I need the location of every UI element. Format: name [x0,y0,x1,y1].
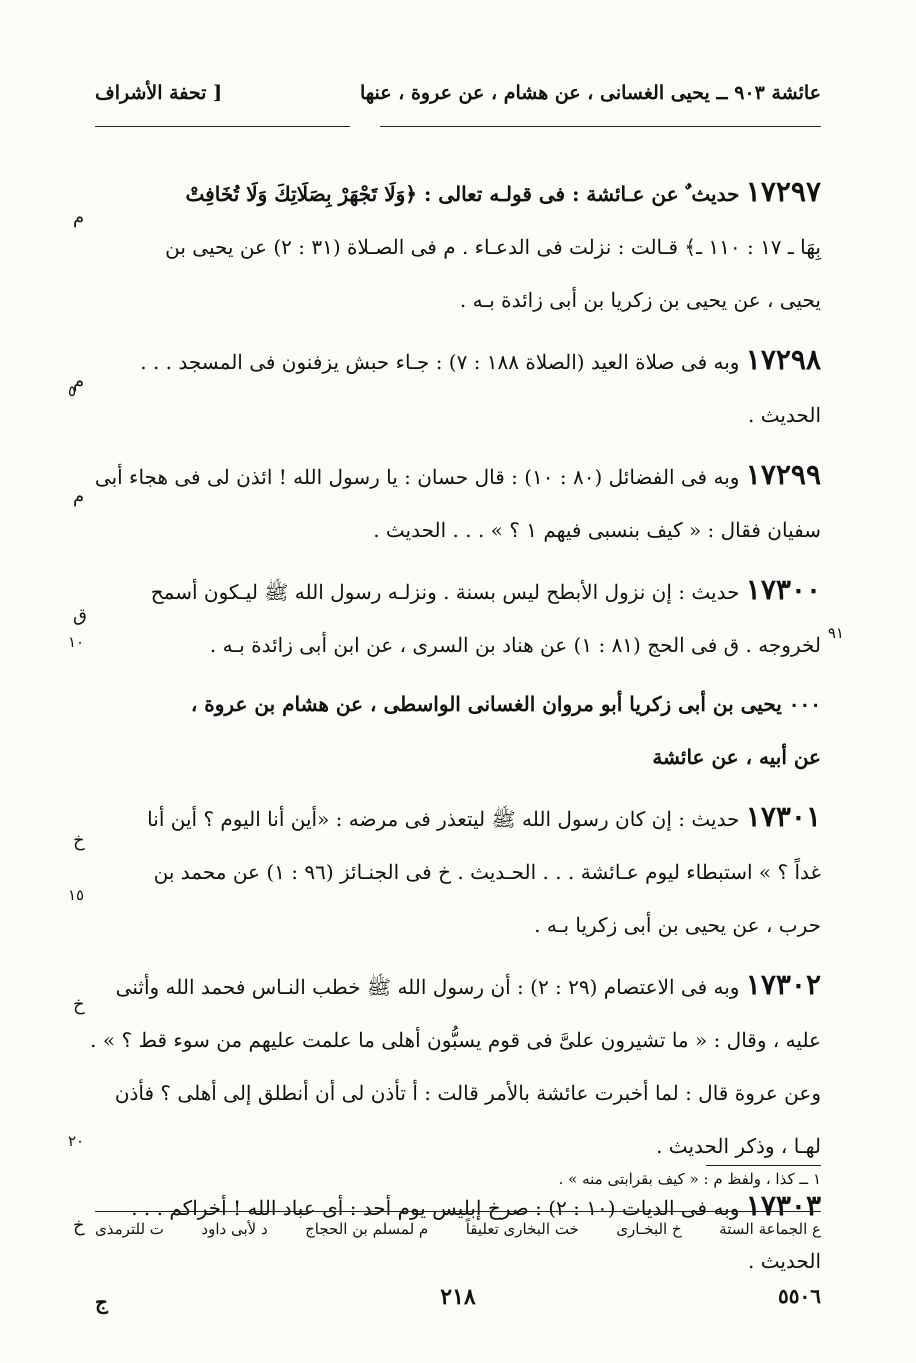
page-number: ٢١٨ [440,1284,476,1310]
header-rule-gap [350,122,380,130]
margin-line-number: ١٠ [68,633,85,651]
source-symbol: م [73,486,85,507]
source-symbol: خ [73,994,85,1015]
header-title: عائشة ٩٠٣ ــ يحيى الغسانى ، عن هشام ، عن عروة ، عنها [360,82,821,104]
symbol-item: خ البخـارى [616,1220,682,1238]
margin-line-number: ٥ [68,382,77,400]
entry-line: حرب ، عن يحيى بن أبى زكريا بـه . [534,913,821,937]
symbol-item: د لأبى داود [201,1220,268,1238]
symbols-rule [95,1211,821,1212]
margin-section-number: ٩١ [827,624,844,642]
margin-line-number: ٢٠ [68,1132,85,1150]
entry-line [95,448,821,504]
entry-text: حديث ٌ عن عـائشة : فى قولـه تعالى : ﴿وَلَا تَجْهَرْ بِصَلَاتِكَ وَلَا تُخَافِتْ [185,182,740,206]
entry-line: الحديث . [748,1249,821,1273]
hadith-number: ١٧٣٠١ [745,800,821,833]
entry-text: حديث : إن نزول الأبطح ليس بسنة . ونزلـه رسول الله ﷺ ليـكون أسمح [150,580,740,604]
hadith-number: ١٧٣٠٢ [745,968,821,1001]
entry-text: وبه فى الاعتصام (٢٩ : ٢) : أن رسول الله ﷺ خطب النـاس فحمد الله وأثنى [115,975,740,999]
entry-line: لخروجه . ق فى الحج (٨١ : ١) عن هناد بن السرى ، عن ابن أبى زائدة بـه . [209,633,821,657]
running-header [95,82,821,122]
source-symbols-legend [95,1220,821,1238]
hadith-entry [73,448,821,557]
hadith-number: ١٧٢٩٨ [745,343,821,376]
volume-signature: ج [95,1290,108,1314]
entry-text: حديث : إن كان رسول الله ﷺ ليتعذر فى مرضه : «أين أنا اليوم ؟ أين أنا [147,807,740,831]
source-symbol: ق [73,605,87,626]
entry-line: لهـا ، وذكر الحديث . [656,1134,821,1158]
header-book-title: [ تحفة الأشراف [95,82,223,104]
entry-line [95,790,821,846]
symbol-item: ع الجماعة الستة [719,1220,821,1238]
symbol-item: م لمسلم بن الحجاج [305,1220,429,1238]
hadith-number: ١٧٢٩٧ [745,175,821,208]
narrator-heading [95,678,821,784]
entry-line: وعن عروة قال : لما أخبرت عائشة بالأمر قالت : أ تأذن لى أن أنطلق إلى أهلى ؟ فأذن [114,1081,821,1105]
entry-text: وبه فى الفضائل (٨٠ : ١٠) : قال حسان : يا رسول الله ! ائذن لى فى هجاء أبى [94,465,740,489]
entry-line: سفيان فقال : « كيف بنسبى فيهم ١ ؟ » . . . الحديث . [373,518,821,542]
entry-text: وبه فى صلاة العيد (الصلاة ١٨٨ : ٧) : جـاء حبش يزفنون فى المسجد . . . [140,350,740,374]
footnote: ١ ــ كذا ، ولفظ م : « كيف بقرابتى منه » . [558,1170,821,1188]
source-symbol: خ [73,830,85,851]
entry-line [95,563,821,619]
entry-line [95,958,821,1014]
hadith-number: ١٧٣٠٠ [745,573,821,606]
symbol-item: خت البخارى تعليقاً [465,1220,579,1238]
entry-line: غداً ؟ » استبطاء ليوم عـائشة . . . الحـديث . خ فى الجنـائز (٩٦ : ١) عن محمد بن [153,860,821,884]
entry-text: وبه فى الديات (١٠ : ٢) : صرخ إبليس يوم أحد : أى عباد الله ! أخراكم . . . [131,1196,740,1220]
entry-range-number: ٥٥٠٦ [778,1284,821,1308]
hadith-number: ١٧٢٩٩ [745,458,821,491]
hadith-entry [73,165,821,327]
hadith-number: ١٧٣٠٣ [745,1189,821,1222]
source-symbol: م [73,207,85,228]
hadith-entry [73,333,821,442]
narrator-chain-line: ٠٠٠ يحيى بن أبى زكريا أبو مروان الغسانى الواسطى ، عن هشام بن عروة ، [190,692,821,716]
entry-line: بِهَا ـ ١٧ : ١١٠ ـ﴾ قـالت : نزلت فى الدعـاء . م فى الصـلاة (٣١ : ٢) عن يحيى بن [165,235,821,259]
entry-line: يحيى ، عن يحيى بن زكريا بن أبى زائدة بـه . [459,288,821,312]
source-symbol: م [73,371,85,392]
entry-line: عليه ، وقال : « ما تشيرون علىَّ فى قوم يسبُّون أهلى ما علمت عليهم من سوء قط ؟ » . [90,1028,821,1052]
entry-line [95,333,821,389]
narrator-chain-line: عن أبيه ، عن عائشة [652,745,821,769]
header-rule [95,126,821,127]
entry-line [95,165,821,221]
source-symbol: خ [73,1215,85,1236]
symbol-item: ت للترمذى [95,1220,164,1238]
margin-line-number: ١٥ [68,886,85,904]
entry-line: الحديث . [748,403,821,427]
footnote-rule [706,1165,821,1166]
